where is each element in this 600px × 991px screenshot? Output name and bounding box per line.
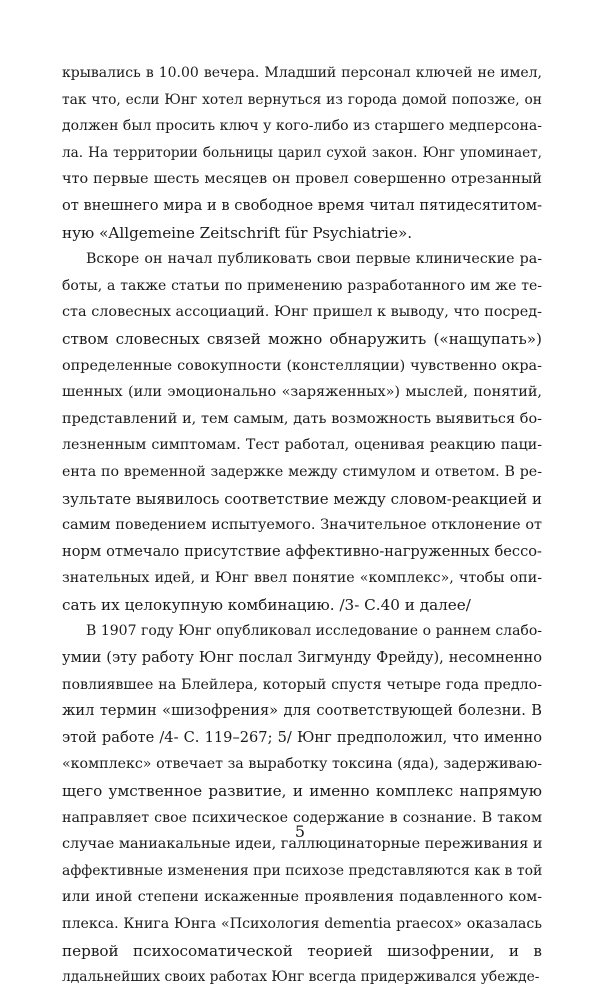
text-line: аффективные изменения при психозе представляются как в той xyxy=(62,862,543,879)
paragraph xyxy=(62,246,542,618)
text-line: самим поведением испытуемого. Значительное отклонение от xyxy=(62,517,542,534)
text-line: повлиявшее на Блейлера, который спустя четыре года предло- xyxy=(62,676,542,693)
text-line: ством словесных связей можно обнаружить («нащупать») xyxy=(62,329,542,348)
text-line: что первые шесть месяцев он провел совершенно отрезанный xyxy=(62,171,542,188)
text-line: от внешнего мира и в свободное время читал пятидесятитом- xyxy=(62,196,542,214)
text-line: плекса. Книга Юнга «Психология dementia praecox» оказалась xyxy=(62,916,542,932)
text-line: умии (эту работу Юнг послал Зигмунду Фрейду), несомненно xyxy=(62,649,542,667)
text-line: представлений и, тем самым, дать возможность выявиться бо- xyxy=(62,410,542,427)
text-line: «комплекс» отвечает за выработку токсина (яда), задерживаю- xyxy=(62,756,542,773)
text-line: ла. На территории больницы царил сухой закон. Юнг упоминает, xyxy=(62,144,542,161)
text-line: или иной степени искаженные проявления подавленного ком- xyxy=(62,889,542,906)
body-text xyxy=(62,60,542,991)
text-line: крывались в 10.00 вечера. Младший персонал ключей не имел, xyxy=(62,65,542,81)
paragraph xyxy=(62,60,542,246)
text-line: сать их целокупную комбинацию. /3- С.40 и далее/ xyxy=(62,595,471,614)
text-line: щего умственное развитие, и именно комплекс напрямую xyxy=(62,782,542,801)
text-line: знательных идей, и Юнг ввел понятие «комплекс», чтобы опи- xyxy=(62,570,542,587)
text-line: В 1907 году Юнг опубликовал исследование о раннем слабо- xyxy=(86,623,542,640)
text-line: шенных (или эмоционально «заряженных») мыслей, понятий, xyxy=(62,384,542,401)
text-line: случае маниакальные идеи, галлюцинаторные переживания и xyxy=(62,836,543,853)
paragraph xyxy=(62,618,542,990)
text-line: должен был просить ключ у кого-либо из старшего медперсона- xyxy=(62,118,542,135)
text-line: зультате выявилось соответствие между словом-реакцией и xyxy=(62,489,542,508)
text-line: ста словесных ассоциаций. Юнг пришел к выводу, что посред- xyxy=(62,304,542,321)
page-number: 5 xyxy=(294,822,306,841)
text-line: боты, а также статьи по применению разработанного им же те- xyxy=(62,277,542,294)
text-line: Вскоре он начал публиковать свои первые клинические ра- xyxy=(86,251,542,268)
text-line: направляет свое психическое содержание в сознание. В таком xyxy=(62,809,542,826)
text-line: норм отмечало присутствие аффективно-нагруженных бессо- xyxy=(62,542,542,560)
text-line: первой психосоматической теорией шизофрении, и в xyxy=(62,941,542,960)
text-line: лезненным симптомам. Тест работал, оценивая реакцию паци- xyxy=(62,437,542,454)
text-line: так что, если Юнг хотел вернуться из города домой попозже, он xyxy=(62,91,542,108)
text-line: этой работе /4- С. 119–267; 5/ Юнг предположил, что именно xyxy=(62,728,542,746)
text-line: жил термин «шизофрения» для соответствующей болезни. В xyxy=(62,702,542,720)
text-line: ента по временной задержке между стимулом и ответом. В ре- xyxy=(62,463,542,480)
text-line: лдальнейших своих работах Юнг всегда придерживался убежде- xyxy=(62,969,540,986)
text-line: ную «Allgemeine Zeitschrift für Psychiatrie». xyxy=(62,223,413,242)
text-line: определенные совокупности (констелляции) чувственно окра- xyxy=(62,357,542,374)
